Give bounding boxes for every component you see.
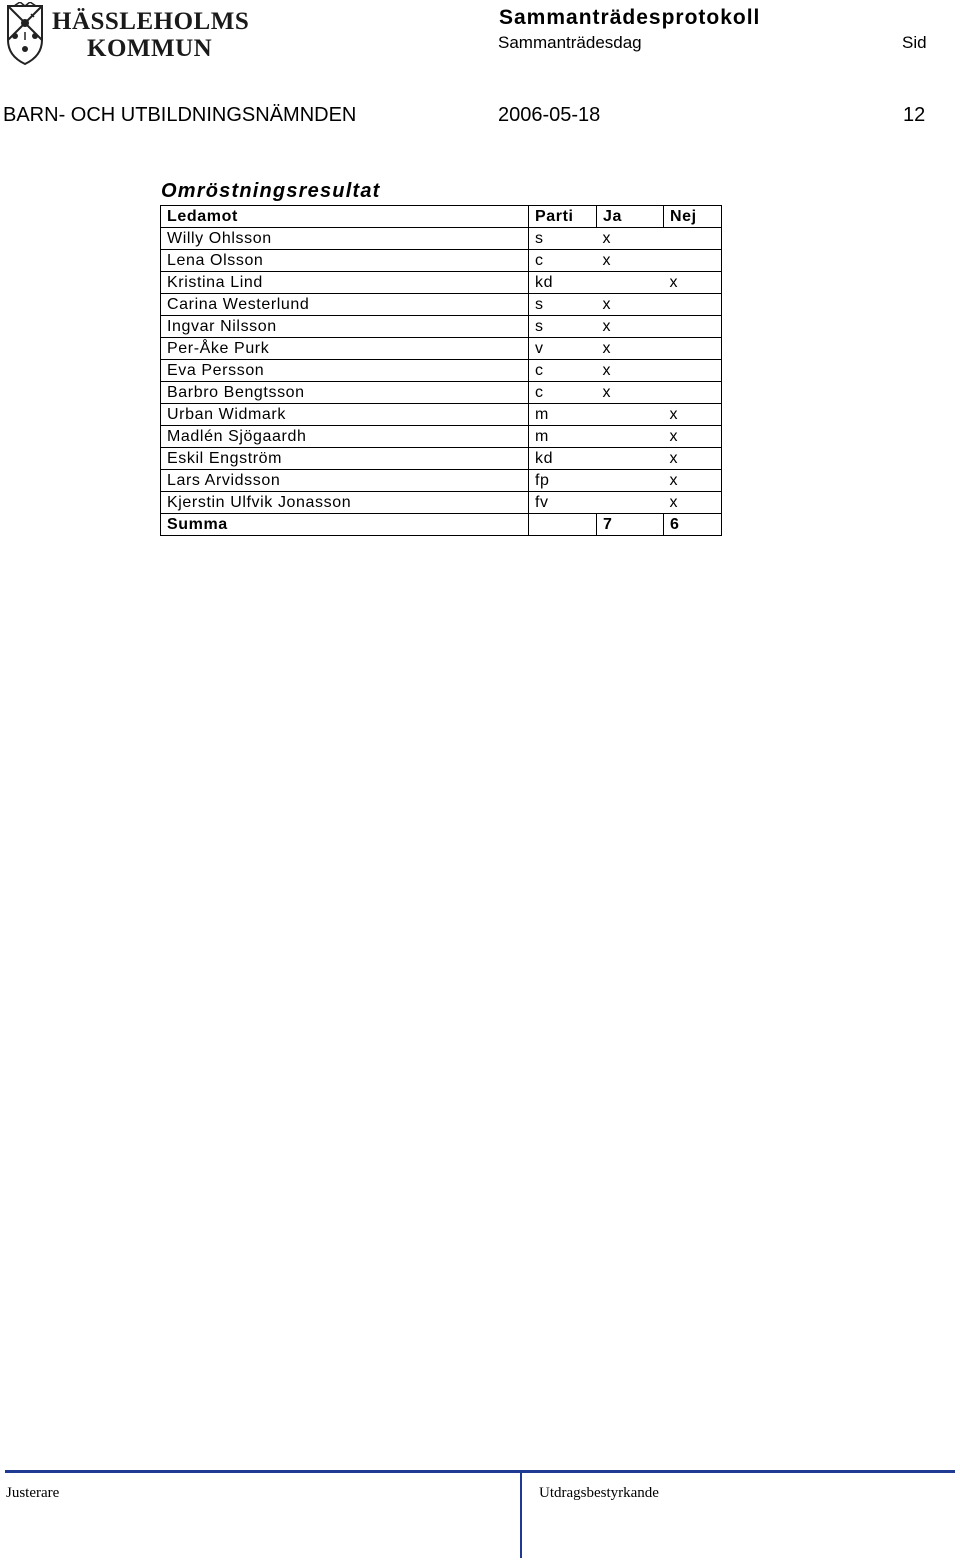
party: m <box>529 426 597 448</box>
table-header-row <box>161 206 722 228</box>
adjuster-label: Justerare <box>6 1485 60 1501</box>
vote-no <box>664 228 722 250</box>
total-no: 6 <box>664 514 722 536</box>
footer-divider <box>520 1473 522 1558</box>
total-party <box>529 514 597 536</box>
extract-certification-label: Utdragsbestyrkande <box>539 1485 659 1501</box>
table-row <box>161 360 722 382</box>
vote-yes <box>597 470 664 492</box>
party: kd <box>529 272 597 294</box>
table-row <box>161 228 722 250</box>
vote-no: x <box>664 426 722 448</box>
table-row <box>161 492 722 514</box>
column-header-no: Nej <box>664 206 722 228</box>
member-name: Lena Olsson <box>161 250 529 272</box>
table-row <box>161 250 722 272</box>
party: s <box>529 294 597 316</box>
vote-yes: x <box>597 228 664 250</box>
member-name: Kjerstin Ulfvik Jonasson <box>161 492 529 514</box>
table-row <box>161 382 722 404</box>
party: v <box>529 338 597 360</box>
table-row <box>161 272 722 294</box>
table-row <box>161 426 722 448</box>
vote-no <box>664 382 722 404</box>
member-name: Madlén Sjögaardh <box>161 426 529 448</box>
party: c <box>529 382 597 404</box>
member-name: Eskil Engström <box>161 448 529 470</box>
member-name: Ingvar Nilsson <box>161 316 529 338</box>
logo-line-1: HÄSSLEHOLMS <box>52 8 250 35</box>
vote-yes <box>597 492 664 514</box>
total-yes: 7 <box>597 514 664 536</box>
column-header-member: Ledamot <box>161 206 529 228</box>
meeting-date: 2006-05-18 <box>498 104 601 126</box>
table-row <box>161 404 722 426</box>
party: m <box>529 404 597 426</box>
total-label: Summa <box>161 514 529 536</box>
table-row <box>161 338 722 360</box>
vote-yes: x <box>597 316 664 338</box>
table-row <box>161 294 722 316</box>
logo-text <box>52 8 249 62</box>
vote-no <box>664 316 722 338</box>
member-name: Per-Åke Purk <box>161 338 529 360</box>
vote-no: x <box>664 272 722 294</box>
vote-no: x <box>664 404 722 426</box>
committee-name: BARN- OCH UTBILDNINGSNÄMNDEN <box>3 104 357 126</box>
vote-yes: x <box>597 360 664 382</box>
vote-yes <box>597 426 664 448</box>
member-name: Barbro Bengtsson <box>161 382 529 404</box>
column-header-yes: Ja <box>597 206 664 228</box>
vote-yes <box>597 272 664 294</box>
table-total-row <box>161 514 722 536</box>
member-name: Carina Westerlund <box>161 294 529 316</box>
vote-no <box>664 338 722 360</box>
vote-no: x <box>664 492 722 514</box>
vote-no: x <box>664 448 722 470</box>
vote-yes: x <box>597 250 664 272</box>
vote-no <box>664 250 722 272</box>
vote-no <box>664 360 722 382</box>
party: s <box>529 316 597 338</box>
logo-line-2: KOMMUN <box>87 35 213 62</box>
table-row <box>161 316 722 338</box>
section-title: Omröstningsresultat <box>161 180 381 202</box>
vote-yes <box>597 404 664 426</box>
vote-yes: x <box>597 338 664 360</box>
vote-yes: x <box>597 294 664 316</box>
member-name: Eva Persson <box>161 360 529 382</box>
party: c <box>529 250 597 272</box>
document-type: Sammanträdesprotokoll <box>499 6 761 29</box>
table-row <box>161 470 722 492</box>
table-row <box>161 448 722 470</box>
vote-yes: x <box>597 382 664 404</box>
page-label: Sid <box>902 33 927 52</box>
party: c <box>529 360 597 382</box>
vote-no: x <box>664 470 722 492</box>
member-name: Urban Widmark <box>161 404 529 426</box>
party: fv <box>529 492 597 514</box>
vote-no <box>664 294 722 316</box>
member-name: Willy Ohlsson <box>161 228 529 250</box>
meeting-date-label: Sammanträdesdag <box>498 33 642 52</box>
page-number: 12 <box>903 104 926 126</box>
coat-of-arms-icon <box>2 2 48 66</box>
member-name: Lars Arvidsson <box>161 470 529 492</box>
party: fp <box>529 470 597 492</box>
vote-results-table <box>160 205 722 536</box>
party: s <box>529 228 597 250</box>
vote-yes <box>597 448 664 470</box>
municipality-logo <box>2 2 250 68</box>
member-name: Kristina Lind <box>161 272 529 294</box>
footer-rule <box>5 1470 955 1473</box>
column-header-party: Parti <box>529 206 597 228</box>
party: kd <box>529 448 597 470</box>
